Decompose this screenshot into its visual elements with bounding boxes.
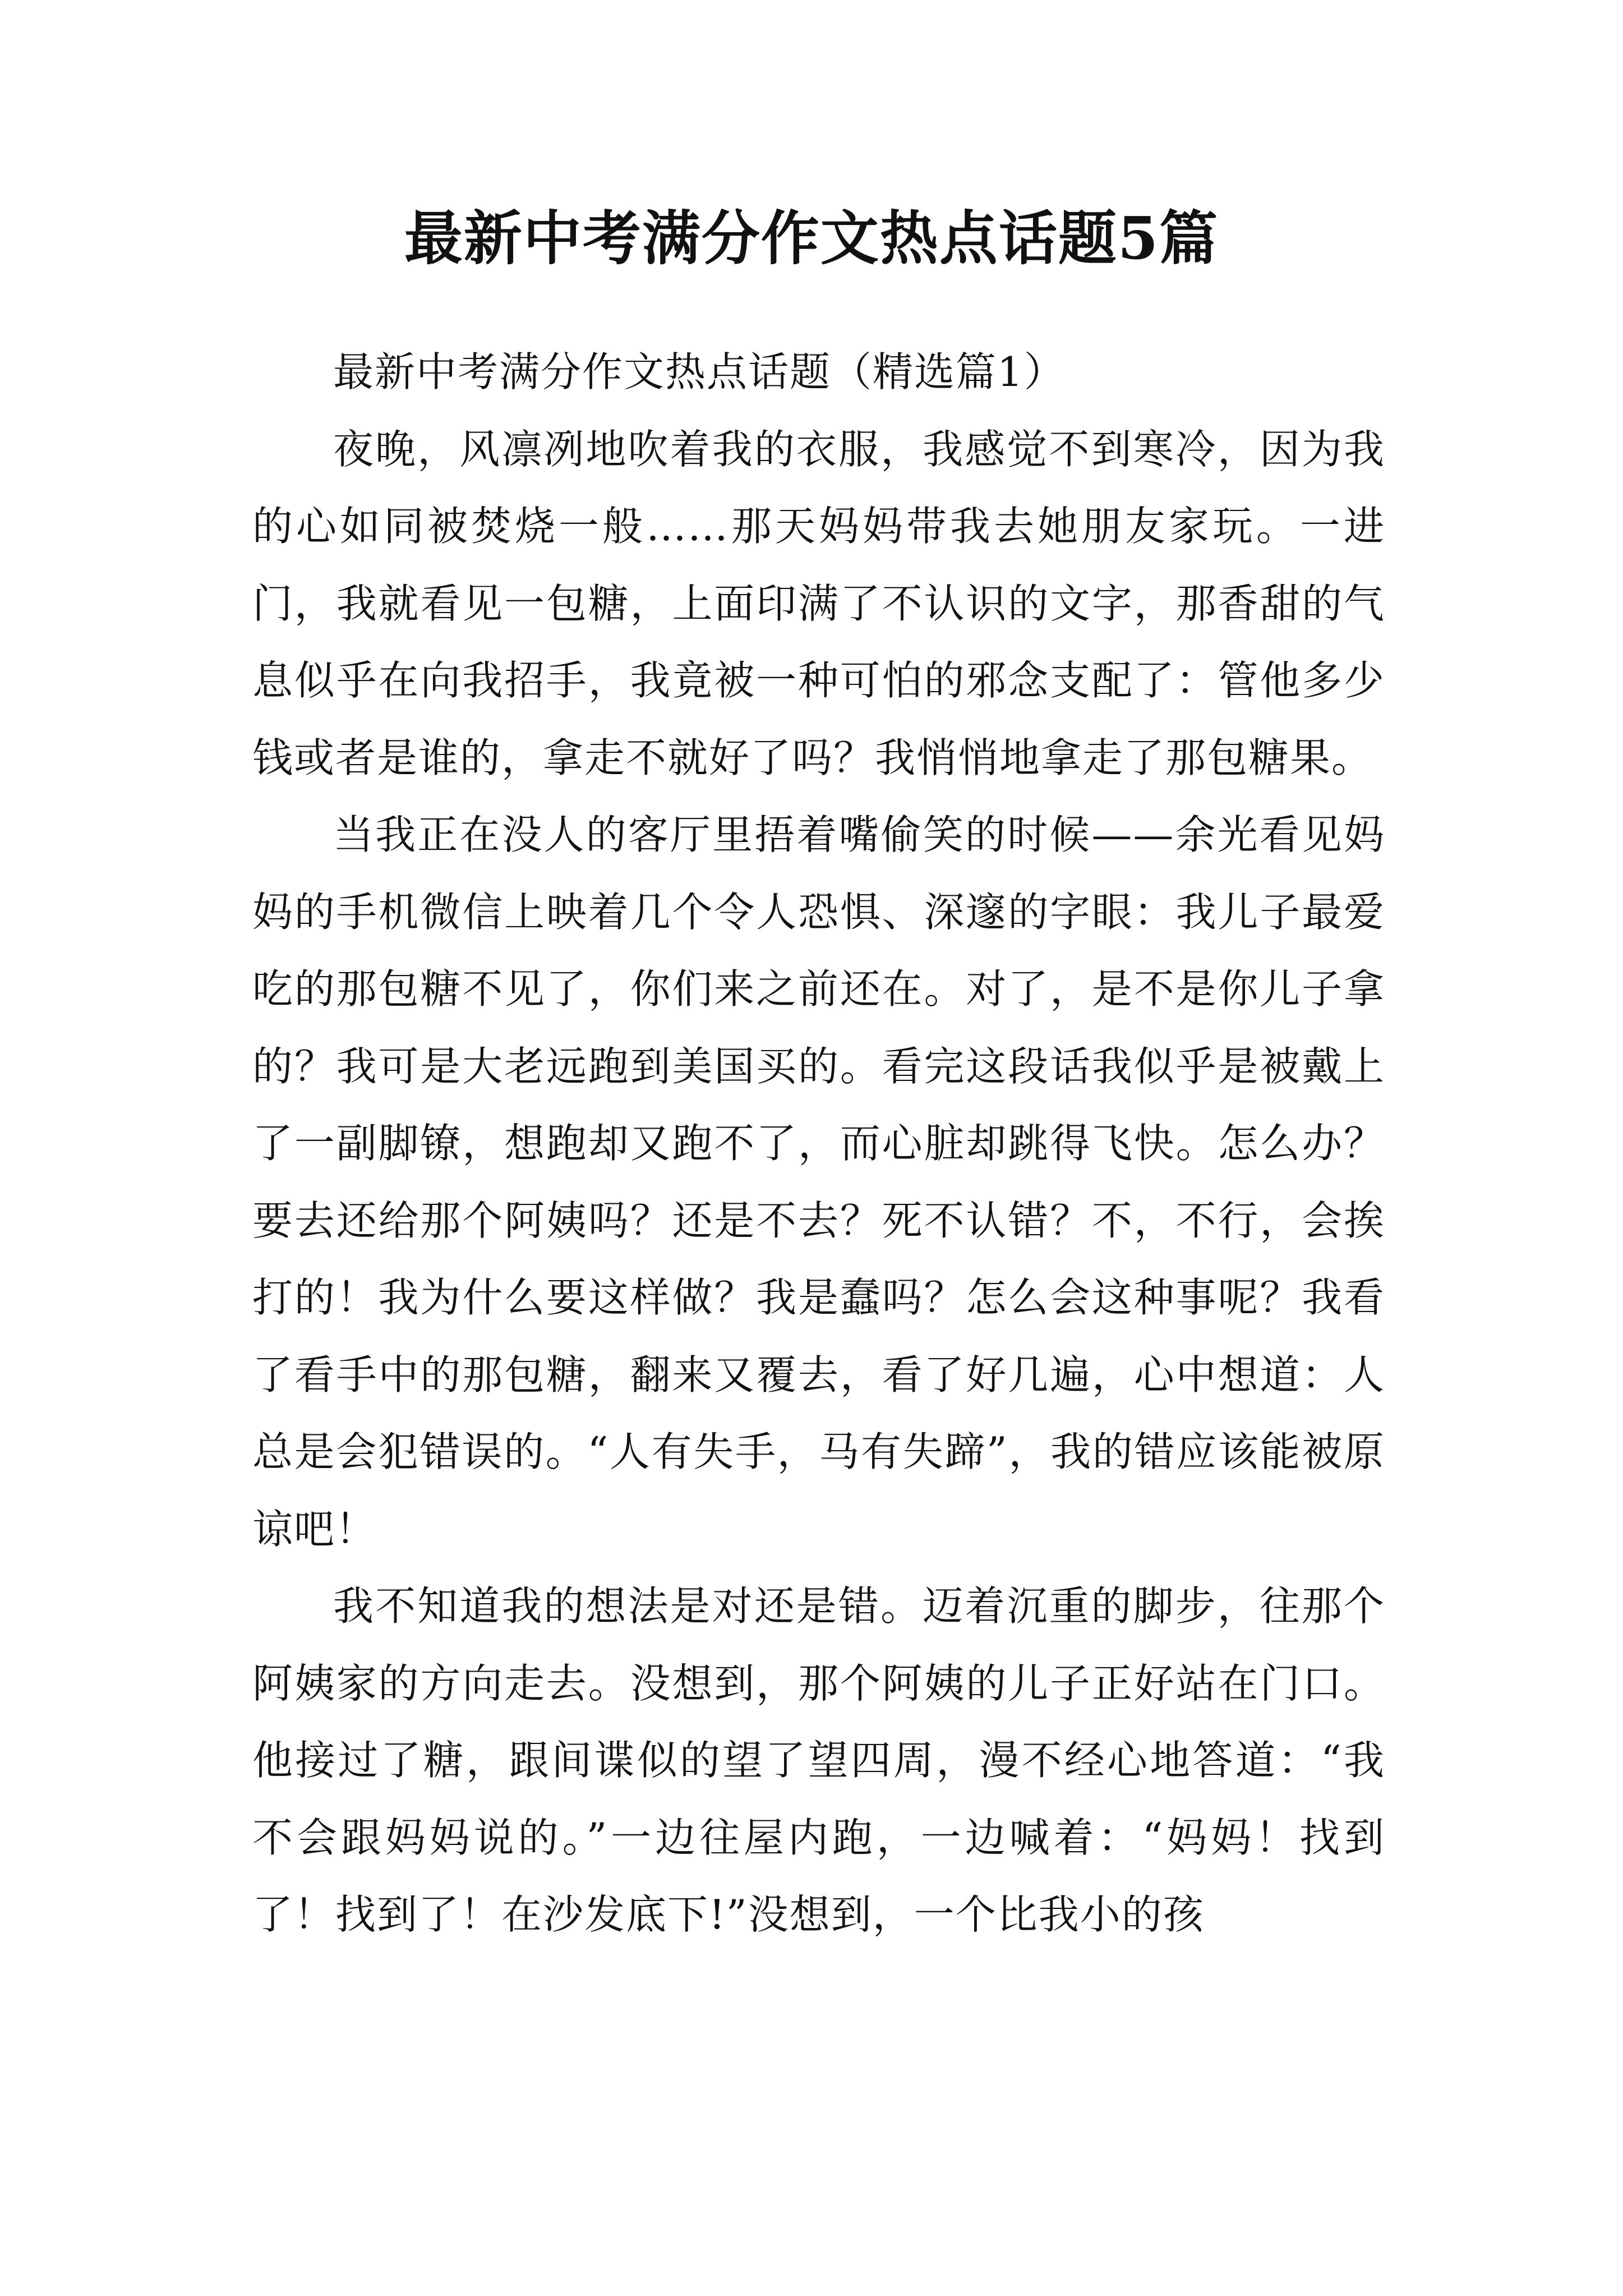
document-title: 最新中考满分作文热点话题5篇: [404, 204, 1219, 273]
section-heading: 最新中考满分作文热点话题（精选篇1）: [333, 348, 1066, 395]
paragraph: 夜晚，风凛冽地吹着我的衣服，我感觉不到寒冷，因为我的心如同被焚烧一般……那天妈妈带我去她朋友家玩。一进门，我就看见一包糖，上面印满了不认识的文字，那香甜的气息似乎在向我招手，我竟被一种可怕的邪念支配了：管他多少钱或者是谁的，拿走不就好了吗？我悄悄地拿走了那包糖果。: [252, 425, 1385, 781]
document-body: [252, 334, 1385, 1954]
paragraph: 我不知道我的想法是对还是错。迈着沉重的脚步，往那个阿姨家的方向走去。没想到，那个阿姨的儿子正好站在门口。他接过了糖，跟间谍似的望了望四周，漫不经心地答道：“我不会跟妈妈说的。”一边往屋内跑，一边喊着：“妈妈！找到了！找到了！在沙发底下!”没想到，一个比我小的孩: [252, 1582, 1385, 1938]
paragraph: 当我正在没人的客厅里捂着嘴偷笑的时候——余光看见妈妈的手机微信上映着几个令人恐惧、深邃的字眼：我儿子最爱吃的那包糖不见了，你们来之前还在。对了，是不是你儿子拿的？我可是大老远跑到美国买的。看完这段话我似乎是被戴上了一副脚镣，想跑却又跑不了，而心脏却跳得飞快。怎么办？要去还给那个阿姨吗？还是不去？死不认错？不，不行，会挨打的！我为什么要这样做？我是蠢吗？怎么会这种事呢？我看了看手中的那包糖，翻来又覆去，看了好几遍，心中想道：人总是会犯错误的。“人有失手，马有失蹄”，我的错应该能被原谅吧！: [252, 811, 1385, 1553]
